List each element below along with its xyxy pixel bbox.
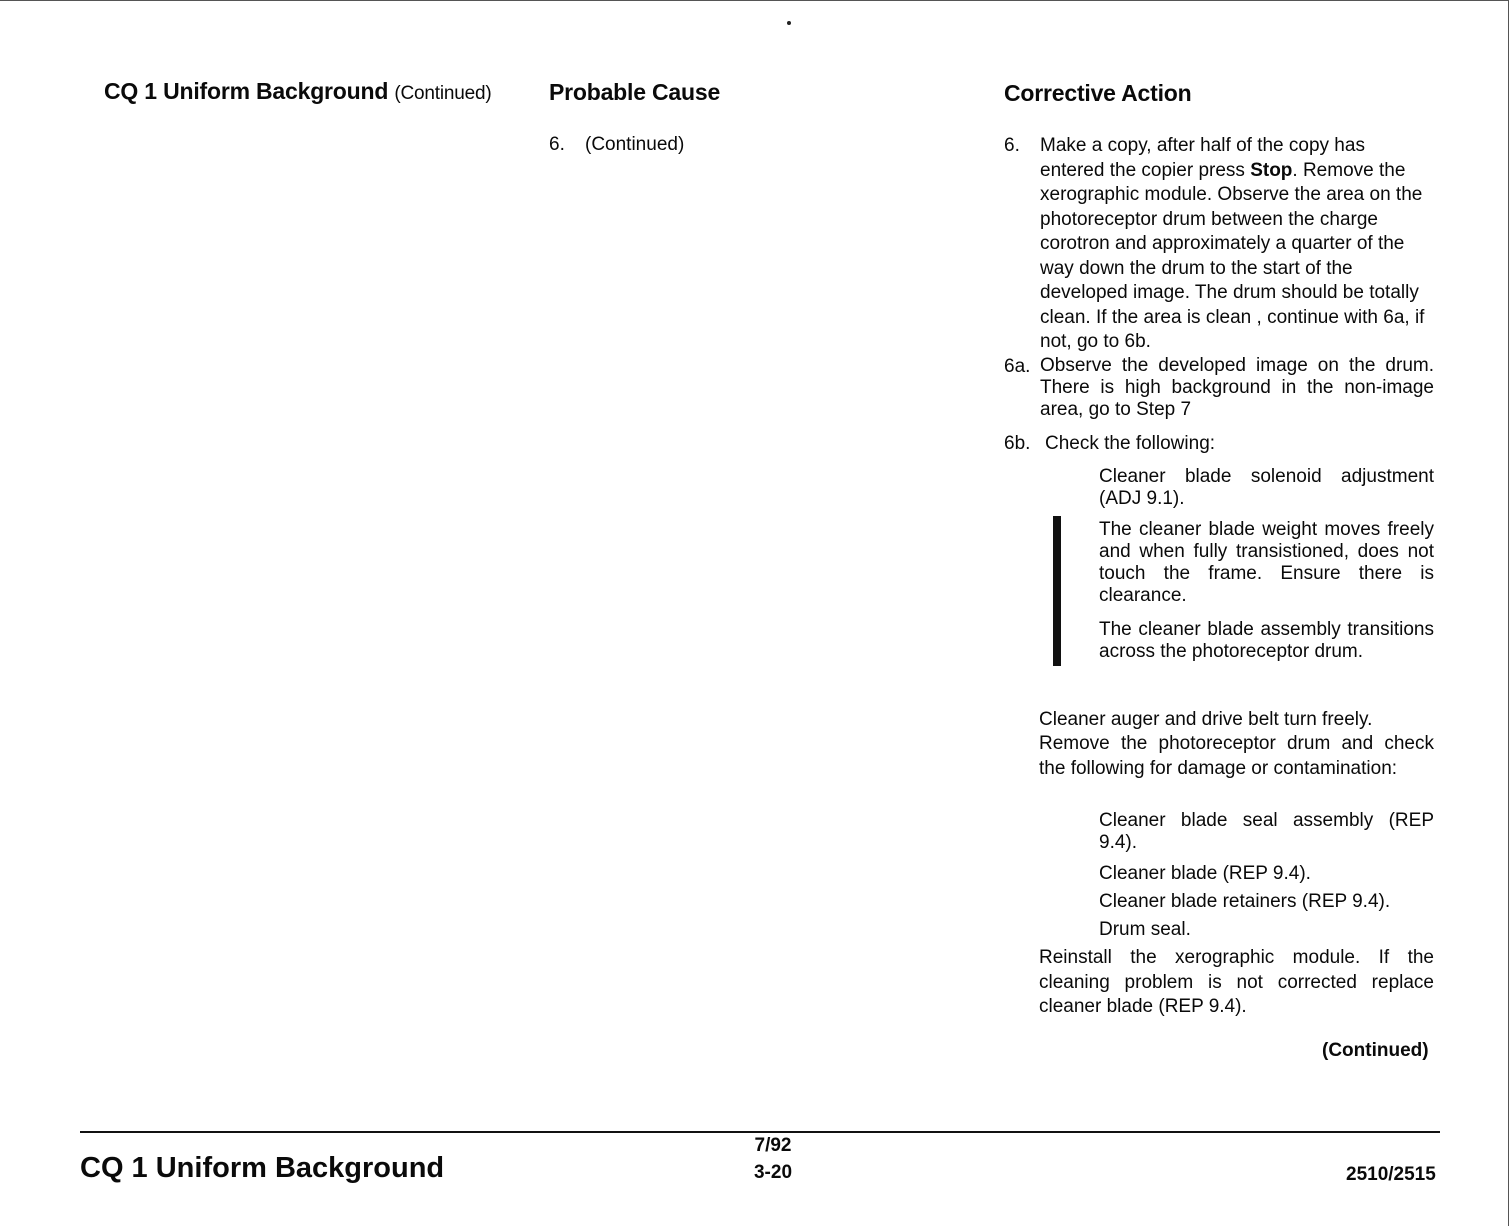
damage-item: Cleaner blade retainers (REP 9.4). bbox=[1099, 891, 1391, 912]
cause-step-text: (Continued) bbox=[585, 134, 685, 155]
footer-page-number: 3-20 bbox=[753, 1162, 793, 1183]
damage-item: Drum seal. bbox=[1099, 919, 1191, 940]
check-item: Cleaner blade solenoid adjustment (ADJ 9.1). bbox=[1099, 466, 1434, 509]
continued-note: (Continued) bbox=[1322, 1040, 1429, 1061]
probable-cause-heading: Probable Cause bbox=[549, 79, 721, 105]
action-step-6-text bbox=[1040, 134, 1432, 355]
action-step-6a-number: 6a. bbox=[1004, 356, 1031, 377]
cause-step-number: 6. bbox=[549, 134, 565, 155]
footer-rule bbox=[80, 1131, 1440, 1133]
damage-item: Cleaner blade seal assembly (REP 9.4). bbox=[1099, 810, 1434, 853]
section-title-suffix: (Continued) bbox=[394, 83, 492, 104]
action-step-6b-number: 6b. bbox=[1004, 433, 1031, 454]
check-item: The cleaner blade weight moves freely and when fully transistioned, does not touch the frame. Ensure there is clearance. bbox=[1099, 519, 1434, 606]
action-step-6b-text: Check the following: bbox=[1045, 433, 1216, 454]
corrective-action-heading: Corrective Action bbox=[1004, 80, 1192, 106]
action-step-6-number: 6. bbox=[1004, 135, 1020, 156]
section-title: CQ 1 Uniform Background bbox=[104, 78, 389, 104]
footer-model: 2510/2515 bbox=[1346, 1164, 1436, 1185]
footer-date: 7/92 bbox=[754, 1135, 792, 1156]
step-6-text-part-2: . Remove the xerographic module. Observe the area on the photoreceptor drum between the charge corotron and approximately a quarter of the way down the drum to the start of the developed image. The drum should be totally clean. If the area is clean , continue with 6a, if not, go to 6b. bbox=[1040, 159, 1425, 352]
action-step-6a-text: Observe the developed image on the drum. There is high background in the non-image area, go to Step 7 bbox=[1040, 355, 1434, 420]
revision-change-bar bbox=[1053, 516, 1061, 666]
reinstall-text: Reinstall the xerographic module. If the cleaning problem is not corrected replace cleaner blade (REP 9.4). bbox=[1039, 947, 1434, 1017]
scan-speck bbox=[787, 21, 791, 25]
auger-check-text: Cleaner auger and drive belt turn freely. bbox=[1039, 709, 1373, 730]
page-border-top bbox=[0, 0, 1509, 1]
step-6-stop-keyword: Stop bbox=[1250, 159, 1293, 181]
footer-title: CQ 1 Uniform Background bbox=[80, 1152, 445, 1184]
damage-item: Cleaner blade (REP 9.4). bbox=[1099, 863, 1311, 884]
check-item: The cleaner blade assembly transitions across the photoreceptor drum. bbox=[1099, 619, 1434, 662]
remove-drum-text: Remove the photoreceptor drum and check the following for damage or contamination: bbox=[1039, 733, 1434, 779]
section-header bbox=[104, 78, 491, 105]
step-6-text-part-1: Make a copy, after half of the copy has entered the copier press bbox=[1040, 135, 1365, 181]
